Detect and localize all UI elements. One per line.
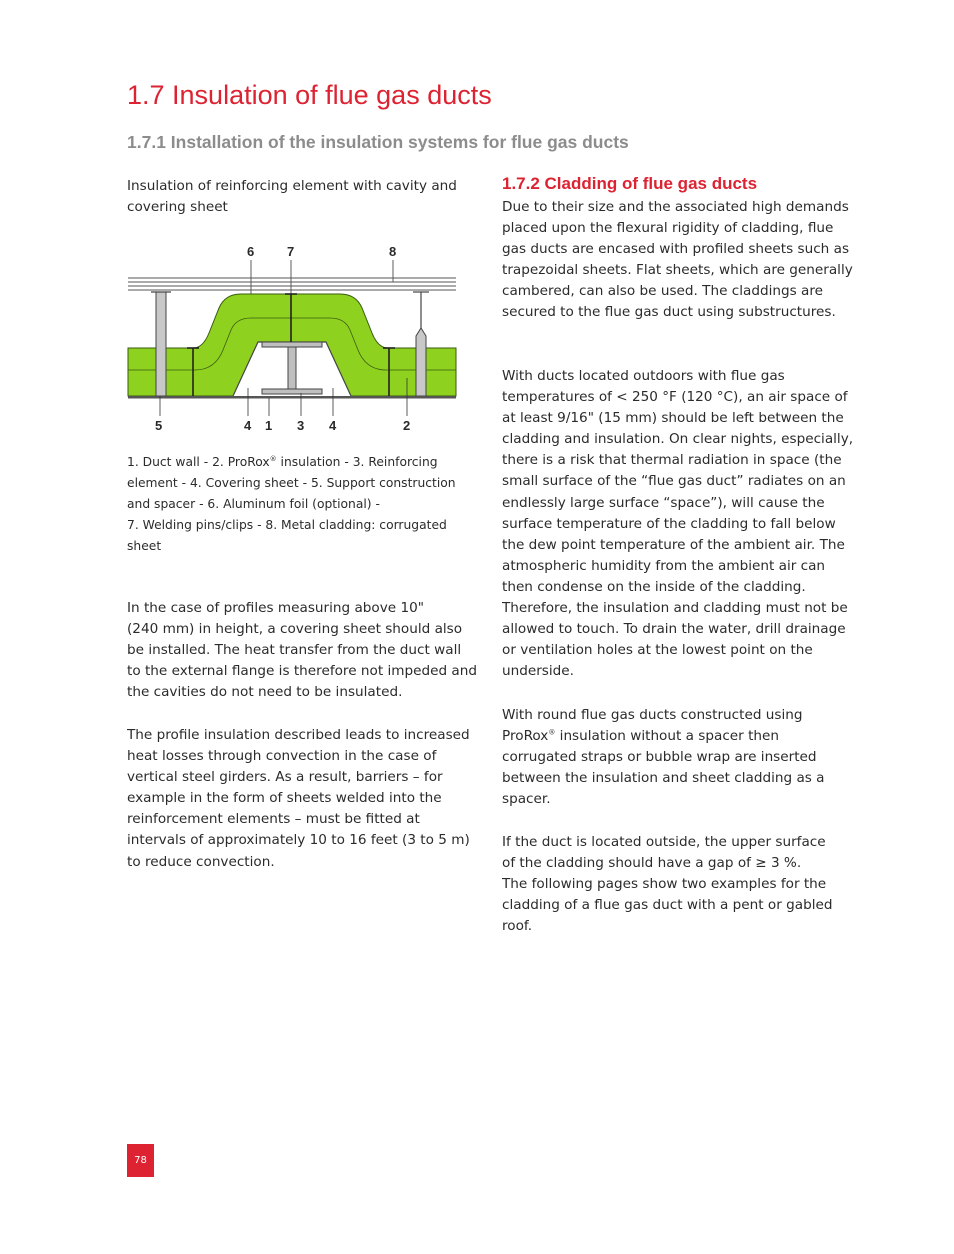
insulation-diagram [125,238,460,438]
left-paragraph-2: The profile insulation described leads to increased heat losses through convection in the case of vertical steel girders. As a result, barriers – for example in the form of sheets welded into the reinforcement elements – must be fitted at intervals of approximately 10 to 16 feet (3 to 5 m) to reduce convection. [127,727,470,870]
right-paragraph-1: Due to their size and the associated high demands placed upon the flexural rigidity of cladding, flue gas ducts are encased with profiled sheets such as trapezoidal sheets. Flat sheets, which are generally cambered, can also be used. The claddings are secured to the flue gas duct using substructures. [502,199,853,321]
label-2: 2 [403,418,411,433]
right-paragraph-4-line1: If the duct is located outside, the upper surface [502,834,826,850]
left-paragraph-1-line1: In the case of profiles measuring above 10" [127,600,425,616]
section-heading-cladding: 1.7.2 Cladding of flue gas ducts [502,174,758,193]
figure-caption [127,176,477,218]
label-1: 1 [265,418,273,433]
legend-part-a: 1. Duct wall - 2. ProRox [127,455,270,469]
figure-caption-line1: Insulation of reinforcing element with cavity and [127,178,457,194]
page-title: 1.7 Insulation of flue gas ducts [127,80,492,110]
label-5: 5 [155,418,163,433]
label-7: 7 [287,244,295,259]
left-paragraph-1 [127,598,477,703]
registered-mark: ® [269,454,277,463]
figure-caption-line2: covering sheet [127,199,228,216]
right-paragraph-2: With ducts located outdoors with flue gas temperatures of < 250 °F (120 °C), an air space of at least 9/16" (15 mm) should be left between the cladding and insulation. On clear nights, especially, there is a risk that thermal radiation in space (the small surface of the “flue gas duct” radiates on an endlessly large surface “space”), will cause the surface temperature of the cladding to fall below the dew point temperature of the ambient air. The atmospheric humidity from the ambient air can then condense on the inside of the cladding. Therefore, the insulation and cladding must not be allowed to touch. To drain the water, drill drainage or ventilation holes at the lowest point on the underside. [502,368,854,680]
label-4-left: 4 [244,418,252,433]
right-paragraph-3 [502,705,854,810]
right-paragraph-3-b: insulation without a spacer then corrugated straps or bubble wrap are inserted between the insulation and sheet cladding as a spacer. [502,728,825,808]
legend-part-b: insulation - 3. Reinforcing element - 4. Covering sheet - 5. Support construction and spacer - 6. Aluminum foil (optional) - [127,455,456,512]
section-subtitle: 1.7.1 Installation of the insulation systems for flue gas ducts [127,132,629,152]
label-4-right: 4 [329,418,337,433]
label-3: 3 [297,418,305,433]
right-paragraph-3-a: With round flue gas ducts constructed using ProRox [502,707,803,745]
right-paragraph-4-rest: The following pages show two examples for the cladding of a flue gas duct with a pent or gabled roof. [502,876,833,935]
page-number: 78 [127,1144,154,1177]
label-8: 8 [389,244,397,259]
right-paragraph-4 [502,832,854,937]
right-paragraph-4-line2: of the cladding should have a gap of ≥ 3 %. [502,855,802,872]
legend-part-c: 7. Welding pins/clips - 8. Metal cladding: corrugated sheet [127,518,447,554]
metal-cladding [128,278,456,290]
left-paragraph-1-rest: (240 mm) in height, a covering sheet should also be installed. The heat transfer from the duct wall to the external flange is therefore not impeded and the cavities do not need to be insulated. [127,621,478,701]
registered-mark: ® [548,728,556,737]
top-leader-lines [251,260,393,298]
label-6: 6 [247,244,255,259]
figure-legend [127,452,462,557]
